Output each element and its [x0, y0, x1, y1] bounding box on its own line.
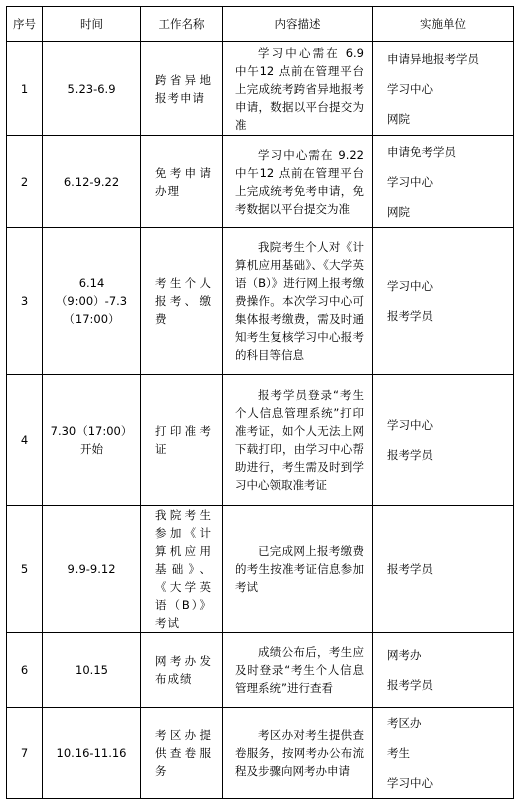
table-row [7, 633, 514, 708]
unit-cell [373, 375, 514, 506]
time-cell: 6.12-9.22 [43, 136, 141, 228]
row-index: 4 [7, 375, 43, 506]
header-row [7, 7, 514, 42]
table-row [7, 708, 514, 799]
unit-item: 学习中心 [387, 279, 433, 293]
unit-cell [373, 42, 514, 136]
unit-item: 学习中心 [387, 174, 433, 189]
row-index: 6 [7, 633, 43, 708]
description-cell: 学习中心需在 6.9 中午12 点前在管理平台上完成统考跨省异地报考申请，数据以平台提交为准 [223, 42, 373, 136]
table-row [7, 506, 514, 633]
description-cell: 我院考生个人对《计算机应用基础》、《大学英语（B）》进行网上报考缴费操作。本次学习中心可集体报考缴费，需及时通知考生复核学习中心报考的科目等信息 [223, 228, 373, 375]
unit-cell [373, 708, 514, 799]
header-cell: 内容描述 [223, 7, 373, 42]
unit-cell [373, 136, 514, 228]
description-cell: 已完成网上报考缴费的考生按准考证信息参加考试 [223, 506, 373, 633]
time-cell: 7.30（17:00）开始 [43, 375, 141, 506]
table-row [7, 136, 514, 228]
task-name-cell: 考生个人报考、缴费 [141, 228, 223, 375]
unit-item: 报考学员 [387, 448, 433, 462]
schedule-table [6, 6, 514, 799]
row-index: 2 [7, 136, 43, 228]
unit-item: 网院 [387, 204, 410, 219]
header-cell: 时间 [43, 7, 141, 42]
header-cell: 工作名称 [141, 7, 223, 42]
row-index: 7 [7, 708, 43, 799]
task-name-cell: 网考办发布成绩 [141, 633, 223, 708]
description-cell: 报考学员登录“考生个人信息管理系统”打印准考证，如个人无法上网下载打印，由学习中心帮助进行，考生需及时到学习中心领取准考证 [223, 375, 373, 506]
unit-item: 考区办 [387, 716, 422, 730]
task-name-cell: 免考申请办理 [141, 136, 223, 228]
unit-item: 学习中心 [387, 776, 433, 790]
task-name-cell: 跨省异地报考申请 [141, 42, 223, 136]
unit-item: 报考学员 [387, 678, 433, 692]
unit-item: 申请异地报考学员 [387, 51, 479, 66]
table-row [7, 375, 514, 506]
unit-item: 报考学员 [387, 309, 433, 323]
unit-item: 报考学员 [387, 562, 433, 576]
unit-item: 网院 [387, 111, 410, 126]
time-cell: 6.14（9:00）-7.3（17:00） [43, 228, 141, 375]
table-row [7, 228, 514, 375]
unit-item: 学习中心 [387, 418, 433, 432]
header-cell: 序号 [7, 7, 43, 42]
unit-item: 网考办 [387, 648, 422, 662]
description-cell: 成绩公布后，考生应及时登录“考生个人信息管理系统”进行查看 [223, 633, 373, 708]
time-cell: 10.15 [43, 633, 141, 708]
unit-item: 申请免考学员 [387, 144, 456, 159]
row-index: 3 [7, 228, 43, 375]
task-name-cell: 打印准考证 [141, 375, 223, 506]
unit-cell [373, 506, 514, 633]
description-cell: 考区办对考生提供查卷服务，按网考办公布流程及步骤向网考办申请 [223, 708, 373, 799]
task-name-cell: 考区办提供查卷服务 [141, 708, 223, 799]
unit-cell [373, 228, 514, 375]
time-cell: 9.9-9.12 [43, 506, 141, 633]
row-index: 5 [7, 506, 43, 633]
row-index: 1 [7, 42, 43, 136]
unit-cell [373, 633, 514, 708]
table-row [7, 42, 514, 136]
time-cell: 5.23-6.9 [43, 42, 141, 136]
description-cell: 学习中心需在 9.22 中午12 点前在管理平台上完成统考免考申请，免考数据以平台提交为准 [223, 136, 373, 228]
task-name-cell: 我院考生参加《计算机应用基础》、《大学英语（B）》考试 [141, 506, 223, 633]
header-cell: 实施单位 [373, 7, 514, 42]
time-cell: 10.16-11.16 [43, 708, 141, 799]
unit-item: 考生 [387, 746, 410, 760]
unit-item: 学习中心 [387, 81, 433, 96]
